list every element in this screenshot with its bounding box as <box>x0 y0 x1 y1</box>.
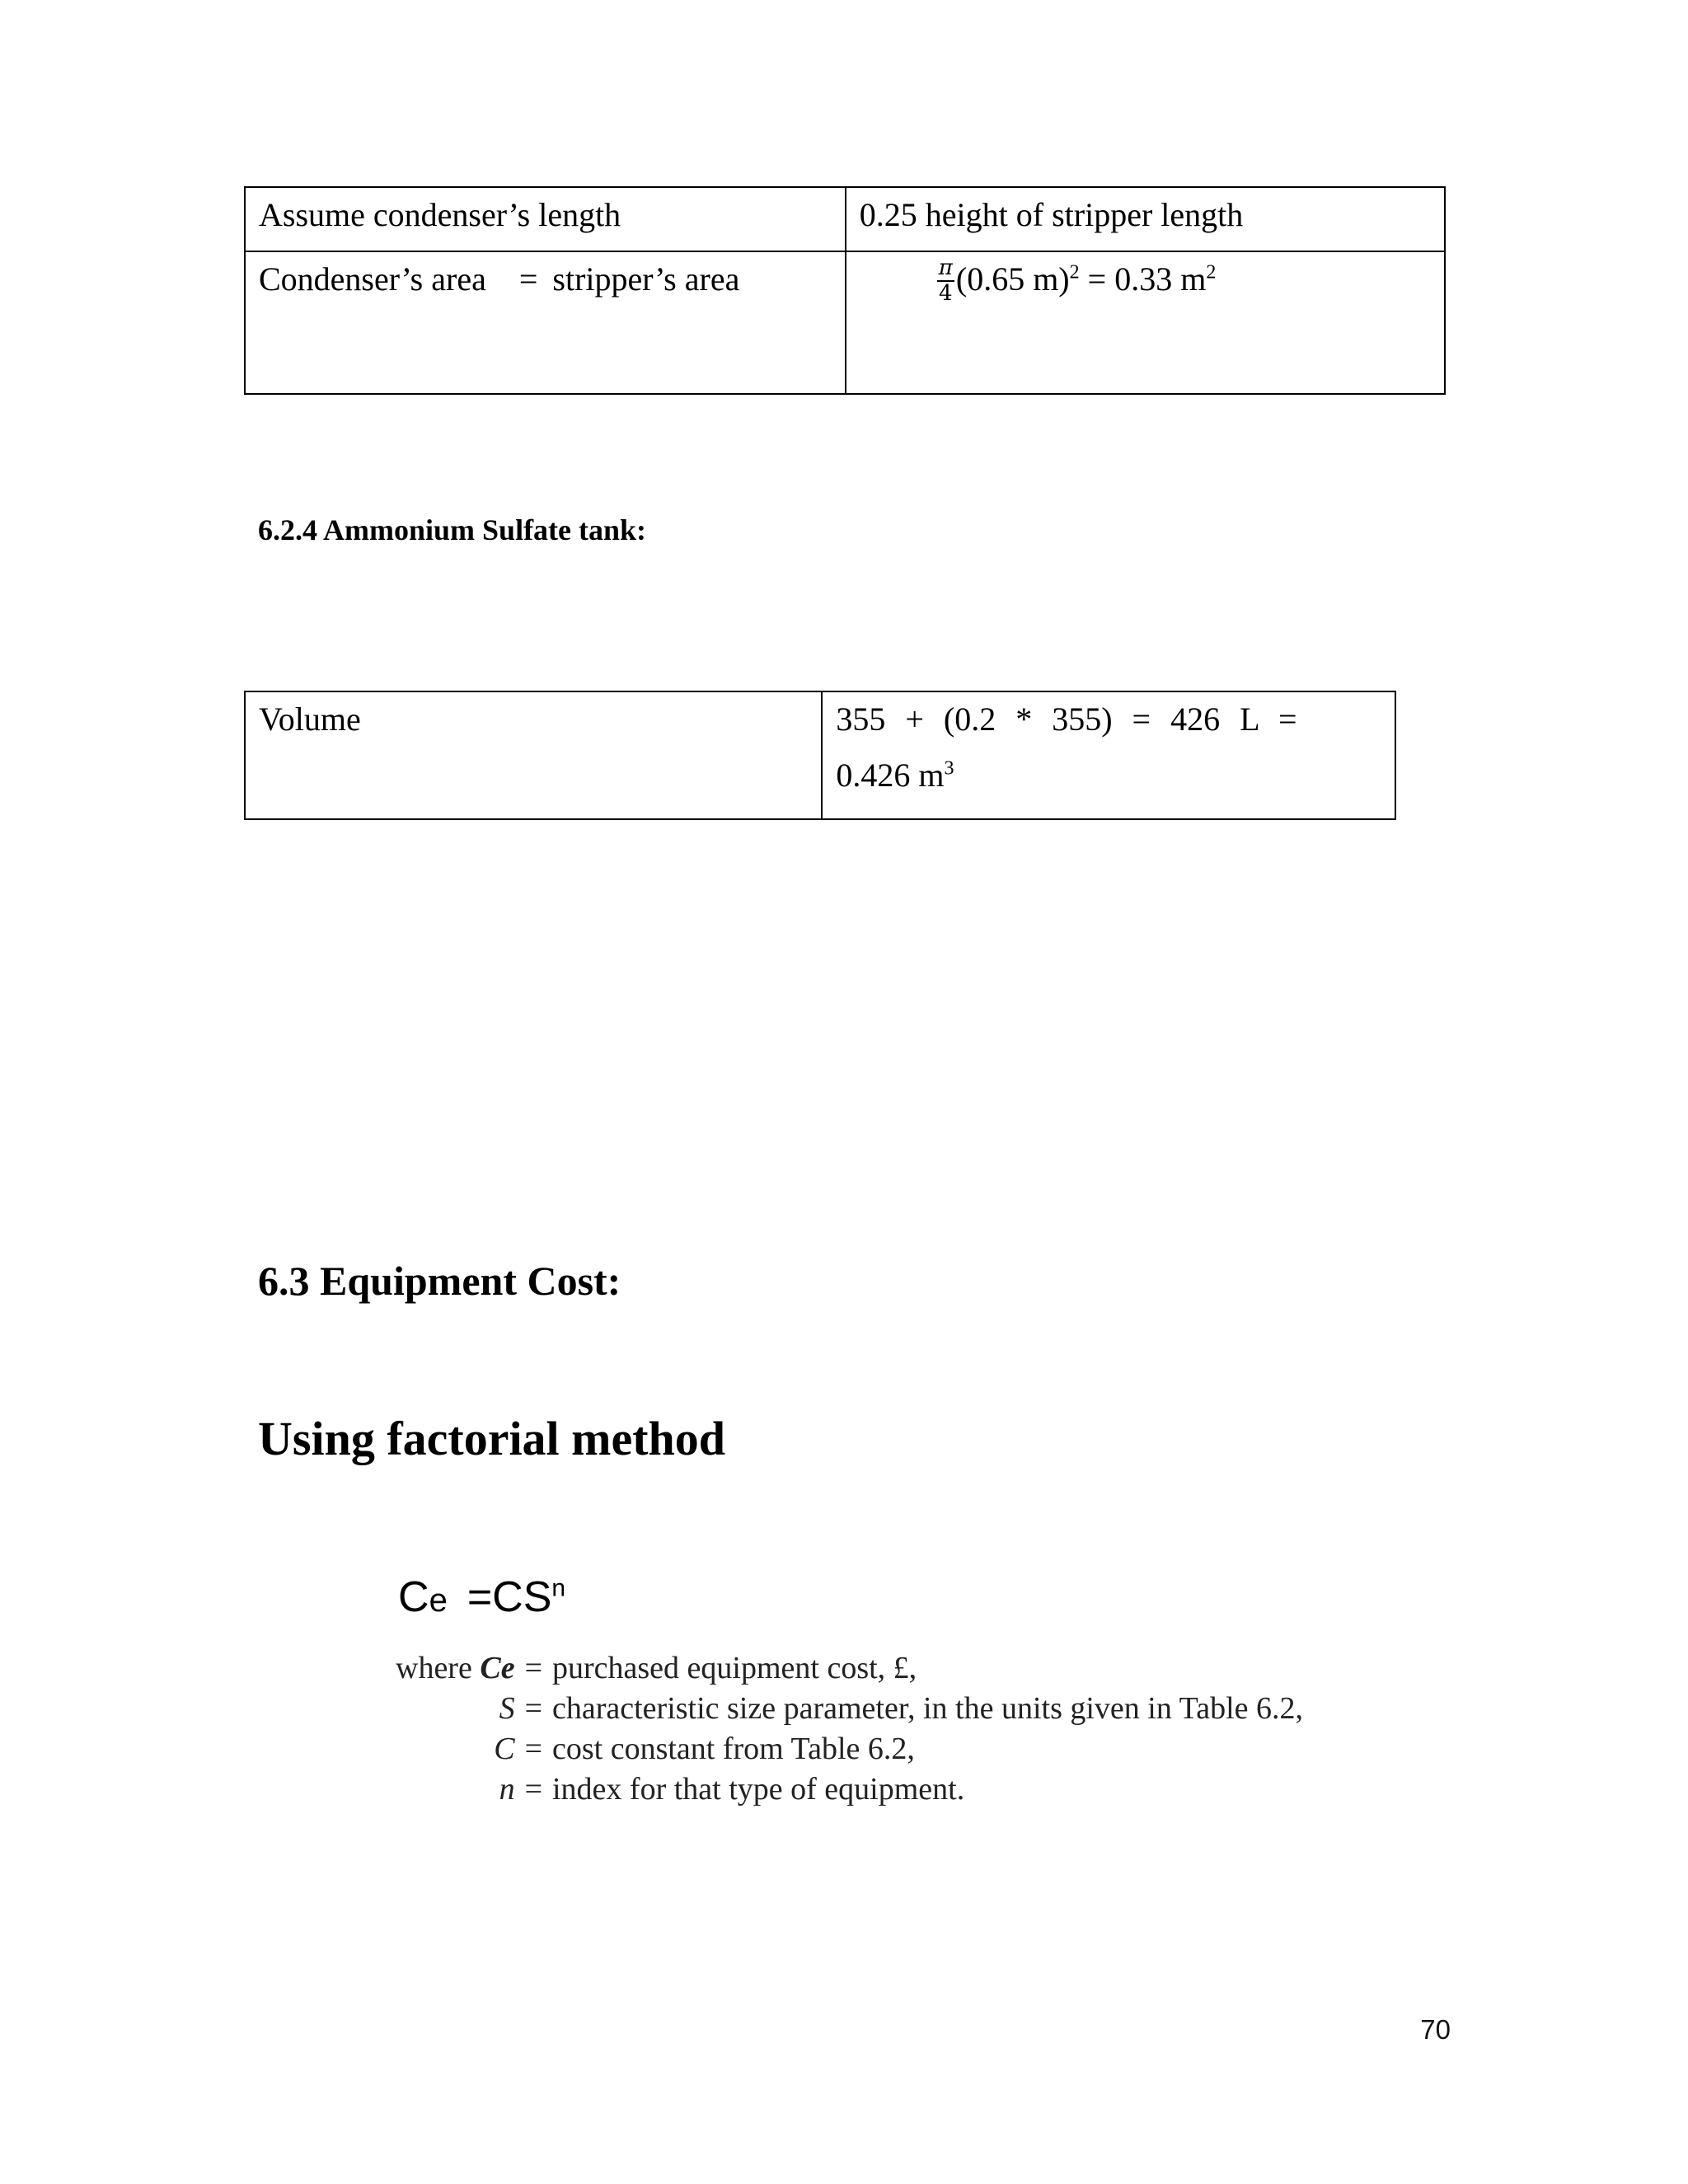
variable-definitions <box>396 1650 1303 1811</box>
equation-lhs-subscript: e <box>429 1582 448 1619</box>
cost-equation <box>398 1572 565 1622</box>
volume-calculation: 355 + (0.2 * 355) = 426 L = <box>836 701 1297 738</box>
definition-symbol <box>396 1731 522 1771</box>
page-number: 70 <box>1420 2014 1451 2045</box>
definition-symbol <box>396 1771 522 1811</box>
table-cell-label: Assume condenser’s length <box>245 187 846 251</box>
symbol-n: n <box>499 1772 515 1807</box>
definition-row <box>396 1650 1303 1690</box>
area-result: = 0.33 m <box>1079 260 1207 298</box>
symbol-ce: Ce <box>480 1651 515 1685</box>
exponent: 2 <box>1069 261 1080 284</box>
table-cell-value: 0.25 height of stripper length <box>846 187 1445 251</box>
table-cell-value <box>822 691 1395 819</box>
definition-text: characteristic size parameter, in the units given in Table 6.2, <box>552 1691 1303 1726</box>
volume-table <box>244 691 1396 820</box>
definition-text: index for that type of equipment. <box>552 1772 965 1807</box>
condenser-area-label: Condenser’s area <box>259 260 486 298</box>
exponent: 3 <box>944 757 954 780</box>
stripper-area-label: stripper’s area <box>552 260 740 298</box>
definition-symbol <box>396 1690 522 1731</box>
equation-lhs: C <box>398 1573 429 1621</box>
table-cell-label: Volume <box>245 691 822 819</box>
symbol-s: S <box>499 1691 515 1726</box>
definition-equals: = <box>524 1651 542 1685</box>
area-formula-cell <box>846 251 1445 394</box>
table-row <box>245 251 1445 394</box>
equation-rhs: =CS <box>467 1573 552 1621</box>
definition-row <box>396 1771 1303 1811</box>
volume-value: 0.426 m <box>836 757 945 794</box>
definition-symbol <box>396 1650 522 1690</box>
fraction-denominator: 4 <box>939 280 953 306</box>
symbol-c: C <box>494 1732 515 1766</box>
definition-prefix: where <box>396 1651 472 1685</box>
method-heading: Using factorial method <box>258 1412 726 1465</box>
definition-text: cost constant from Table 6.2, <box>552 1732 915 1766</box>
definition-equals: = <box>524 1691 542 1726</box>
volume-result <box>836 753 1381 798</box>
table-cell-label <box>245 251 846 394</box>
diameter-term: (0.65 m) <box>955 260 1070 298</box>
definition-text: purchased equipment cost, £, <box>552 1651 917 1685</box>
definition-row <box>396 1731 1303 1771</box>
definition-equals: = <box>524 1772 542 1807</box>
section-heading-6-3: 6.3 Equipment Cost: <box>258 1258 621 1304</box>
exponent: 2 <box>1206 261 1217 284</box>
section-heading-6-2-4: 6.2.4 Ammonium Sulfate tank: <box>258 513 647 546</box>
definition-equals: = <box>524 1732 542 1766</box>
equals-sign: = <box>518 260 538 298</box>
fraction-numerator: π <box>938 255 953 281</box>
table-row <box>245 691 1395 819</box>
definition-row <box>396 1690 1303 1731</box>
condenser-table <box>244 186 1446 395</box>
equation-exponent: n <box>551 1574 566 1602</box>
pi-over-four-fraction <box>937 256 954 305</box>
table-row <box>245 187 1445 251</box>
